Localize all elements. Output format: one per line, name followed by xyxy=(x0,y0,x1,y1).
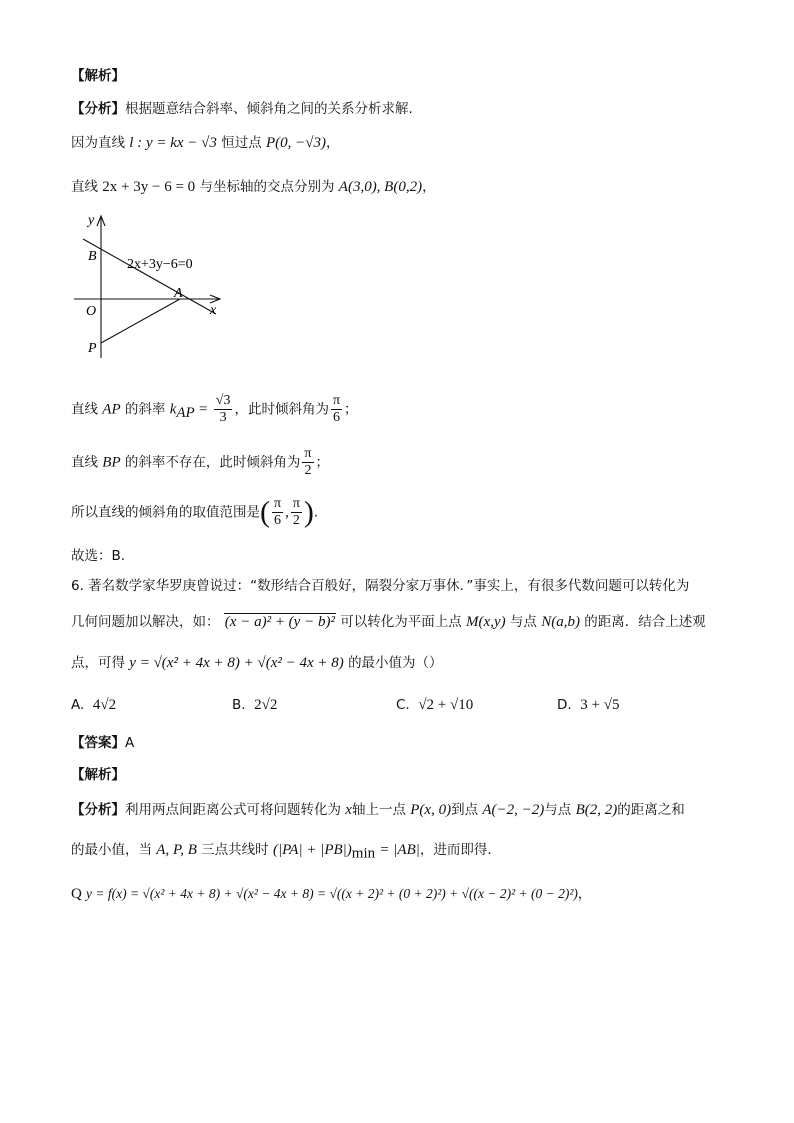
choice-letter: D. xyxy=(557,697,572,713)
math-apb: A, P, B xyxy=(156,842,197,858)
math-function-y: y = √(x² + 4x + 8) + √(x² − 4x + 8) xyxy=(129,655,344,671)
point-a-label: A xyxy=(174,286,183,301)
text: ， xyxy=(577,887,591,902)
fraction-pi-over-2 xyxy=(302,446,313,479)
solution-line-1 xyxy=(71,133,340,153)
text: 点，可得 xyxy=(71,655,125,671)
fraction-sqrt3-over-3 xyxy=(214,393,233,426)
math-line-equation: 2x + 3y − 6 = 0 xyxy=(102,179,196,195)
math-point-b: B(2, 2) xyxy=(575,802,618,818)
question-6-line-1: 6. 著名数学家华罗庚曾说过：“数形结合百般好，隔裂分家万事休．”事实上，有很多代数问题可以转化为 xyxy=(71,578,690,594)
solution-line-q xyxy=(71,884,591,905)
text: 的最小值为（） xyxy=(348,655,443,671)
text: ，进而即得. xyxy=(419,842,492,858)
comma: , xyxy=(285,504,289,521)
math-k-sub: AP xyxy=(176,405,195,422)
y-label: y xyxy=(88,213,95,228)
text: . xyxy=(313,504,319,521)
line-pa xyxy=(101,299,180,343)
point-b-label: B xyxy=(88,249,97,264)
numerator: π xyxy=(332,393,341,408)
answer-tag: 【答案】 xyxy=(71,735,125,751)
text: 轴上一点 xyxy=(351,802,406,818)
analysis-line-2 xyxy=(71,800,685,820)
denominator: 3 xyxy=(219,410,227,425)
math-intercepts: A(3,0), B(0,2) xyxy=(338,179,423,195)
text: 与点 xyxy=(509,614,537,630)
text: ； xyxy=(315,454,329,471)
math-line-l: l : y = kx − √3 xyxy=(129,135,217,151)
numerator: π xyxy=(274,496,282,511)
denominator: 2 xyxy=(292,513,300,528)
math-min-sub: min xyxy=(351,845,376,862)
choice-d xyxy=(557,697,619,714)
text: 与坐标轴的交点分别为 xyxy=(199,179,335,195)
denominator: 6 xyxy=(274,513,282,528)
math-sum: (|PA| + |PB|) xyxy=(272,842,352,858)
choice-c xyxy=(396,697,473,714)
text: 的斜率 xyxy=(124,401,166,418)
text: 的斜率不存在，此时倾斜角为 xyxy=(124,454,301,471)
right-paren: ) xyxy=(303,495,314,529)
math-bp: BP xyxy=(102,454,121,471)
text: 的最小值，当 xyxy=(71,842,152,858)
choice-value: 2√2 xyxy=(254,697,278,713)
math-point-a: A(−2, −2) xyxy=(482,802,545,818)
math-point-p: P(0, −√3) xyxy=(266,135,327,151)
line-ba xyxy=(83,239,216,314)
math-point-p: P(x, 0) xyxy=(410,802,452,818)
analysis-tag: 【分析】 xyxy=(71,101,125,117)
numerator: π xyxy=(292,496,300,511)
text: 三点共线时 xyxy=(201,842,269,858)
text: 恒过点 xyxy=(221,135,262,151)
analysis-text: 根据题意结合斜率、倾斜角之间的关系分析求解. xyxy=(125,101,413,117)
section-jiexi-2: 【解析】 xyxy=(71,767,125,783)
fraction-pi-over-6 xyxy=(272,496,283,529)
section-jiexi-1: 【解析】 xyxy=(71,68,125,84)
answer-line xyxy=(71,733,134,753)
text: ， xyxy=(422,179,436,195)
denominator: 2 xyxy=(304,463,312,478)
text: 利用两点间距离公式可将问题转化为 xyxy=(125,802,341,818)
text: ，此时倾斜角为 xyxy=(234,401,329,418)
fraction-pi-over-2 xyxy=(291,496,302,529)
left-paren: ( xyxy=(260,495,270,529)
analysis-line-3 xyxy=(71,840,492,864)
choice-letter: A. xyxy=(71,697,85,713)
denominator: 6 xyxy=(333,410,340,425)
because-symbol: Q xyxy=(71,886,82,902)
answer-choice-line: 故选：B. xyxy=(71,548,126,564)
text: 与点 xyxy=(544,802,572,818)
line-equation-label: 2x+3y−6=0 xyxy=(127,257,193,272)
solution-line-3 xyxy=(71,393,358,426)
choice-letter: C. xyxy=(396,697,410,713)
choice-a xyxy=(71,697,116,714)
math-point-n: N(a,b) xyxy=(541,614,580,630)
text: 可以转化为平面上点 xyxy=(340,614,462,630)
choice-value: 4√2 xyxy=(92,697,117,713)
origin-label: O xyxy=(86,304,97,319)
question-6-line-2 xyxy=(71,612,706,632)
text: 到点 xyxy=(451,802,479,818)
fraction-pi-over-6 xyxy=(331,393,342,426)
math-ap: AP xyxy=(102,401,121,418)
solution-line-5 xyxy=(71,496,318,529)
choice-letter: B. xyxy=(232,697,246,713)
analysis-tag: 【分析】 xyxy=(71,802,125,818)
math-eq: = xyxy=(199,401,208,418)
text: ； xyxy=(344,401,358,418)
coordinate-figure xyxy=(70,208,230,368)
text: 几何问题加以解决，如： xyxy=(71,614,220,630)
solution-line-4 xyxy=(71,446,329,479)
answer-value: A xyxy=(125,735,135,751)
math-x: x xyxy=(345,802,352,818)
math-distance-formula: (x − a)² + (y − b)² xyxy=(224,614,335,630)
solution-line-2 xyxy=(71,177,436,197)
numerator: √3 xyxy=(215,393,231,408)
math-point-m: M(x,y) xyxy=(466,614,506,630)
question-6-line-3 xyxy=(71,653,443,673)
analysis-line-1 xyxy=(71,99,413,119)
text: 直线 xyxy=(71,179,98,195)
point-p-label: P xyxy=(88,341,97,356)
choice-b xyxy=(232,697,277,714)
text: 所以直线的倾斜角的取值范围是 xyxy=(71,504,260,521)
text: 直线 xyxy=(71,401,98,418)
text: 直线 xyxy=(71,454,98,471)
math-ab: = |AB| xyxy=(379,842,420,858)
x-label: x xyxy=(210,303,217,318)
text: 的距离．结合上述观 xyxy=(584,614,706,630)
choice-value: 3 + √5 xyxy=(580,697,620,713)
text: 因为直线 xyxy=(71,135,125,151)
text: ， xyxy=(326,135,340,151)
text: 的距离之和 xyxy=(617,802,685,818)
numerator: π xyxy=(304,446,312,461)
math-k: k xyxy=(169,401,177,418)
choice-value: √2 + √10 xyxy=(418,697,474,713)
math-function-rewrite: y = f(x) = √(x² + 4x + 8) + √(x² − 4x + 8) = √((x + 2)² + (0 + 2)²) + √((x − 2)² + (0 − 2)²) xyxy=(85,886,578,901)
